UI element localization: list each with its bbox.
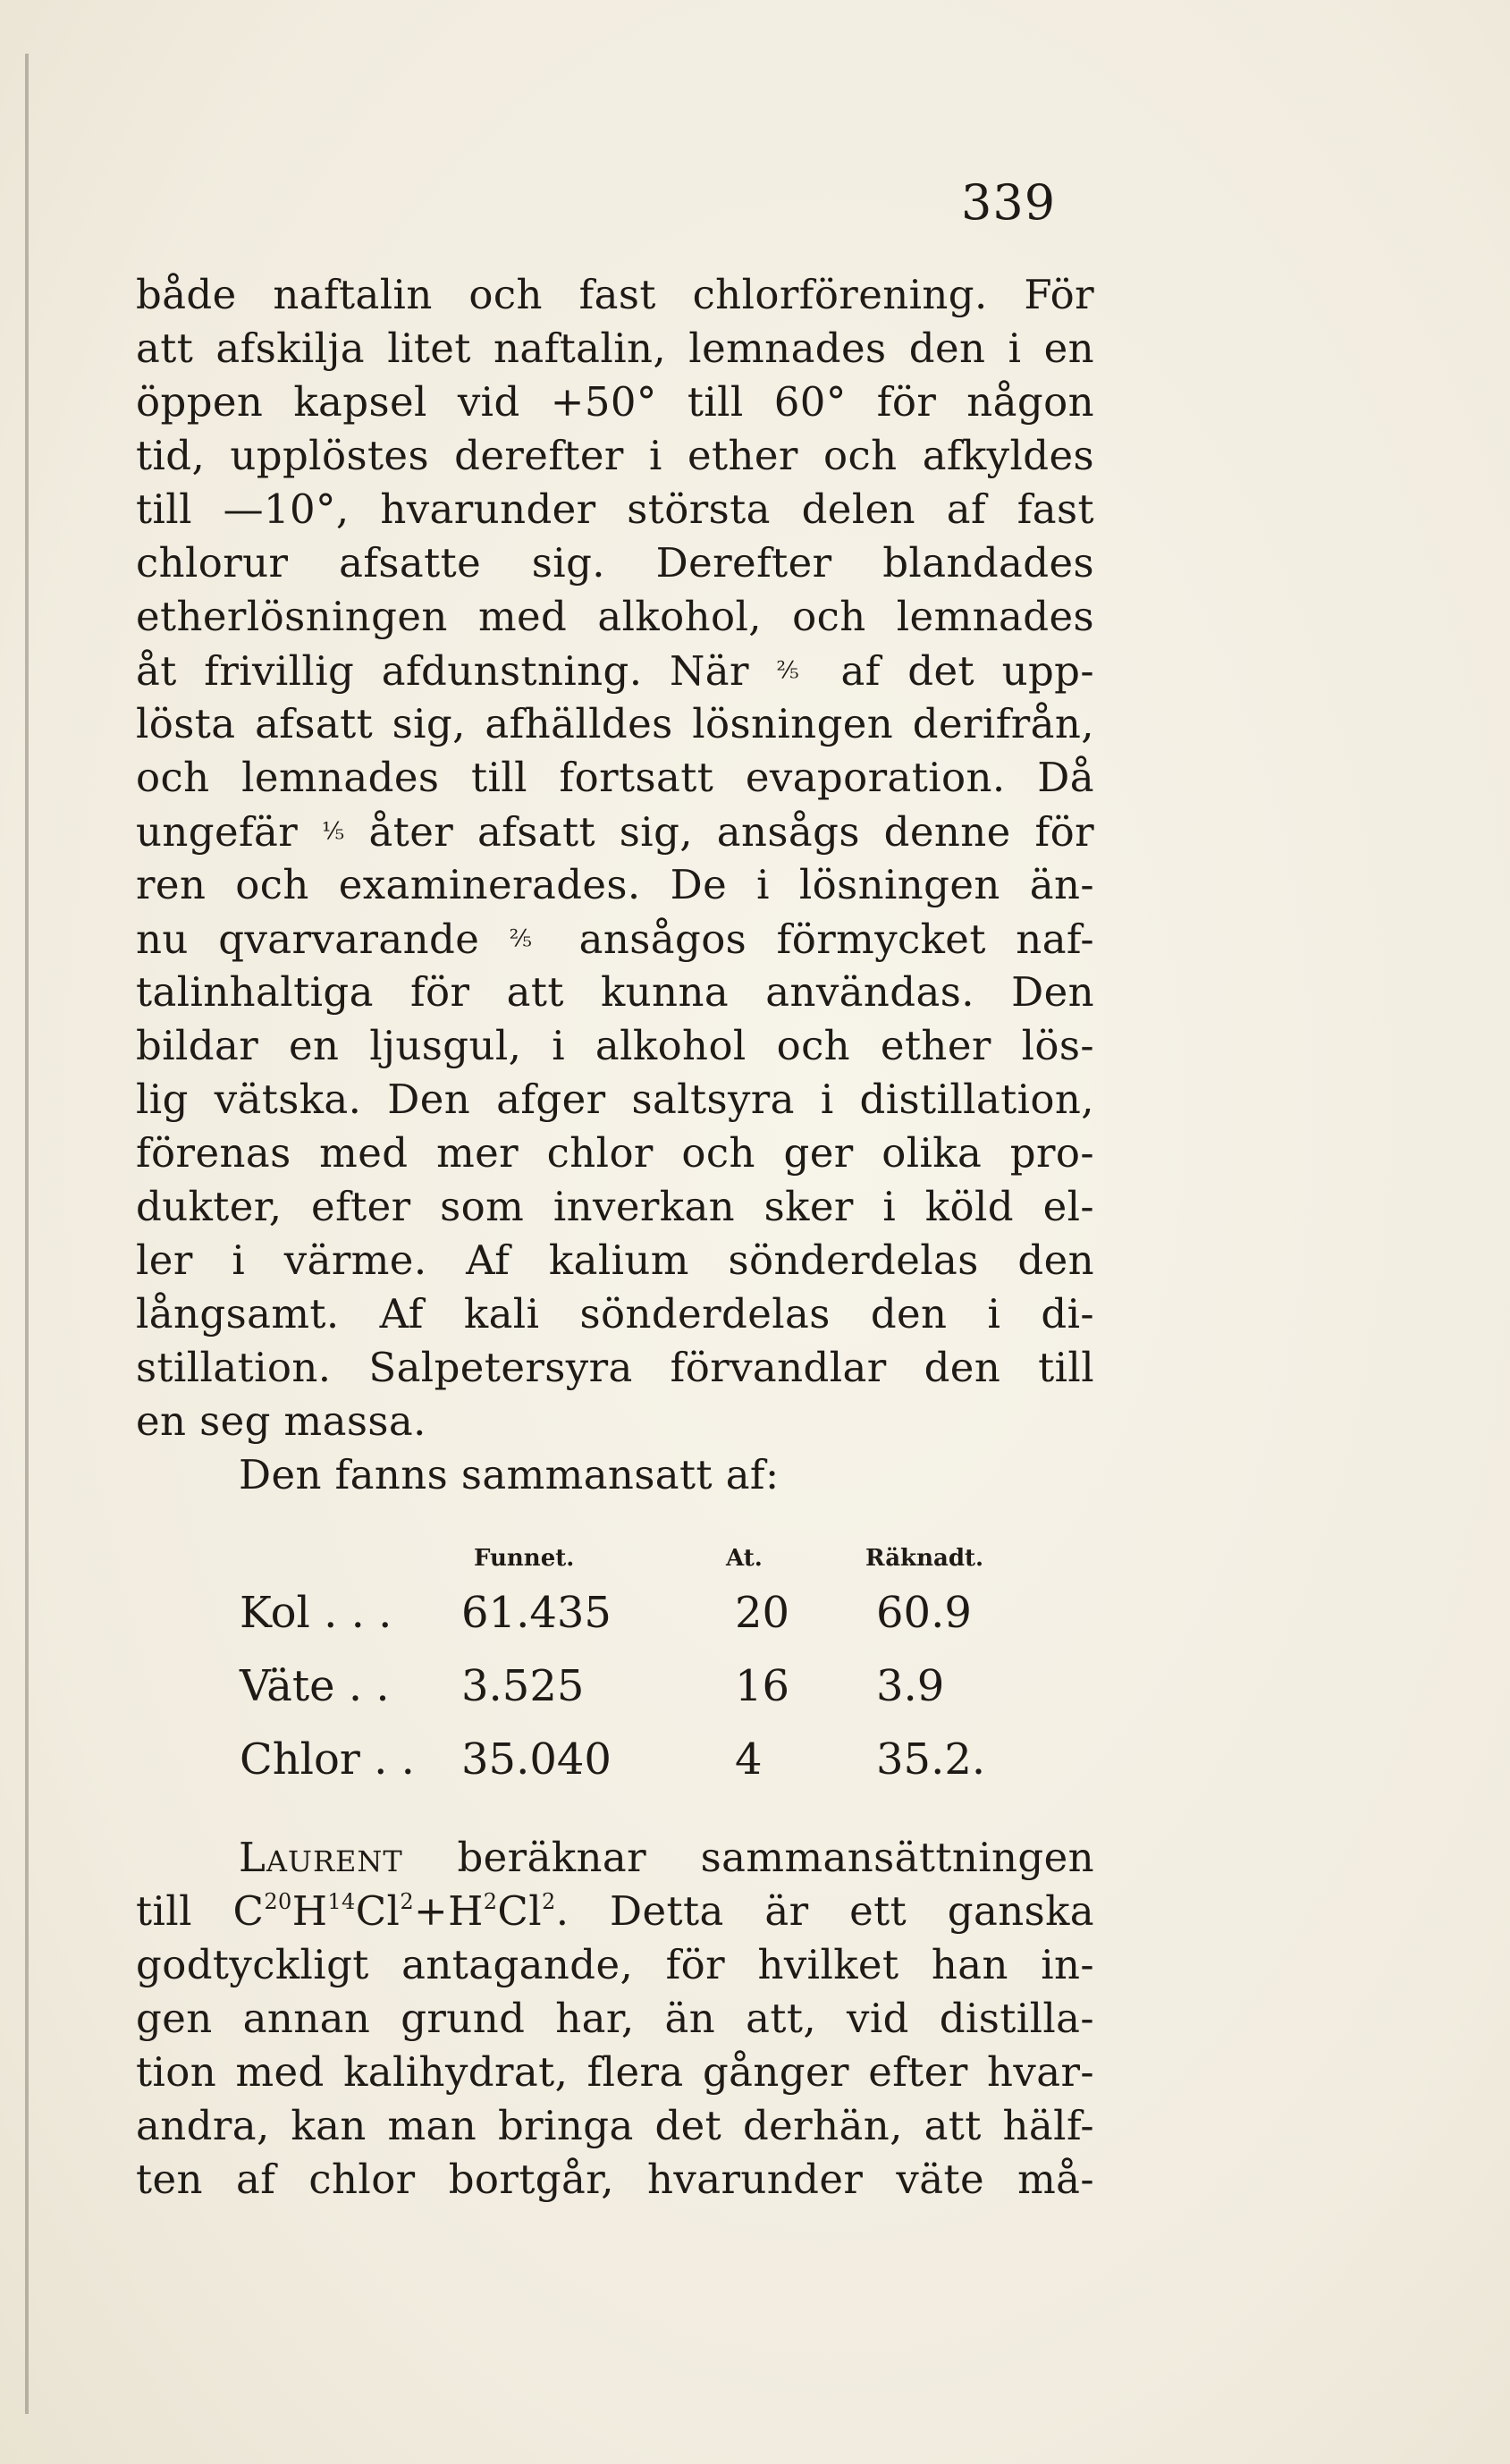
- table-row: [240, 1588, 1044, 1661]
- element-name: Kol . . .: [240, 1588, 392, 1638]
- text-line: till —10°, hvarunder största delen af fast: [136, 485, 1094, 533]
- text-line: [136, 912, 1094, 966]
- author-name: Laurent: [239, 1834, 403, 1881]
- formula-line: [136, 1885, 1094, 1938]
- calculated-value: 3.9: [876, 1661, 945, 1711]
- text-line: bildar en ljusgul, i alkohol och ether lös-: [136, 1022, 1094, 1069]
- text-line: Den fanns sammansatt af:: [239, 1451, 780, 1498]
- text-segment: åt frivillig afdunstning. När: [136, 647, 749, 695]
- text-line: och lemnades till fortsatt evaporation. Då: [136, 754, 1094, 801]
- text-line: talinhaltiga för att kunna användas. Den: [136, 968, 1094, 1016]
- formula-index: 2: [542, 1889, 556, 1914]
- text-segment: nu qvarvarande: [136, 916, 480, 963]
- text-line: ren och examinerades. De i lösningen än-: [136, 861, 1094, 908]
- text-segment: . Detta är ett ganska: [555, 1887, 1094, 1935]
- page-number: 339: [961, 174, 1057, 231]
- calculated-value: 35.2.: [876, 1734, 986, 1785]
- text-line: chlorur afsatte sig. Derefter blandades: [136, 539, 1094, 586]
- table-row: [240, 1734, 1044, 1808]
- atom-count: 16: [735, 1661, 790, 1711]
- text-line: lösta afsatt sig, afhälldes lösningen derifrån,: [136, 700, 1094, 747]
- header-found: Funnet.: [474, 1545, 575, 1572]
- text-line: [136, 1831, 1094, 1885]
- header-atoms: At.: [726, 1545, 763, 1572]
- atom-count: 20: [735, 1588, 790, 1638]
- text-segment: till: [136, 1887, 233, 1935]
- formula-symbol: Cl: [497, 1887, 543, 1935]
- chemical-formula: [233, 1887, 556, 1935]
- found-value: 3.525: [461, 1661, 585, 1711]
- text-line: en seg massa.: [136, 1397, 426, 1445]
- fraction-two-fifths: ⅖: [776, 657, 814, 684]
- text-line: förenas med mer chlor och ger olika pro-: [136, 1129, 1094, 1177]
- text-line: att afskilja litet naftalin, lemnades den i en: [136, 325, 1094, 372]
- header-calculated: Räknadt.: [865, 1545, 984, 1572]
- text-line: godtyckligt antagande, för hvilket han in-: [136, 1941, 1094, 1988]
- formula-index: 14: [327, 1889, 356, 1914]
- fraction-two-fifths: ⅖: [509, 925, 550, 952]
- text-line: ten af chlor bortgår, hvarunder väte må-: [136, 2156, 1094, 2203]
- text-segment: beräknar sammansättningen: [457, 1834, 1094, 1881]
- formula-symbol: H: [291, 1887, 328, 1935]
- found-value: 35.040: [461, 1734, 612, 1785]
- text-line: [136, 805, 1094, 858]
- text-line: öppen kapsel vid +50° till 60° för någon: [136, 378, 1094, 426]
- calculated-value: 60.9: [876, 1588, 972, 1638]
- formula-symbol: H: [448, 1887, 484, 1935]
- text-segment: åter afsatt sig, ansågs denne för: [368, 808, 1094, 856]
- atom-count: 4: [735, 1734, 763, 1785]
- formula-index: 2: [483, 1889, 498, 1914]
- table-row: [240, 1661, 1044, 1734]
- text-line: både naftalin och fast chlorförening. För: [136, 271, 1094, 318]
- fraction-one-fifth: ⅕: [322, 818, 345, 845]
- composition-table: [240, 1545, 1044, 1808]
- formula-symbol: Cl: [355, 1887, 401, 1935]
- text-line: långsamt. Af kali sönderdelas den i di-: [136, 1290, 1094, 1337]
- text-line: lig vätska. Den afger saltsyra i distillation,: [136, 1076, 1094, 1123]
- table-header: [240, 1545, 1044, 1588]
- text-line: gen annan grund har, än att, vid distilla-: [136, 1995, 1094, 2042]
- text-line: tion med kalihydrat, flera gånger efter hvar-: [136, 2048, 1094, 2096]
- formula-plus: +: [413, 1887, 449, 1935]
- element-name: Väte . .: [240, 1661, 390, 1711]
- paragraph-1: [136, 268, 1094, 1502]
- paragraph-2: [136, 1831, 1094, 2207]
- text-line: andra, kan man bringa det derhän, att hälf-: [136, 2102, 1094, 2149]
- element-name: Chlor . .: [240, 1734, 415, 1785]
- formula-index: 2: [400, 1889, 414, 1914]
- text-segment: ungefär: [136, 808, 299, 856]
- text-line: tid, upplöstes derefter i ether och afkyldes: [136, 432, 1094, 479]
- formula-index: 20: [264, 1889, 292, 1914]
- text-line: ler i värme. Af kalium sönderdelas den: [136, 1236, 1094, 1284]
- text-line: dukter, efter som inverkan sker i köld el-: [136, 1183, 1094, 1230]
- text-segment: ansågos förmycket naf-: [578, 916, 1094, 963]
- text-line: [136, 644, 1094, 697]
- formula-symbol: C: [232, 1887, 265, 1935]
- page-binding-edge: [25, 54, 29, 2414]
- text-segment: af det upp-: [840, 647, 1094, 695]
- found-value: 61.435: [461, 1588, 612, 1638]
- text-line: etherlösningen med alkohol, och lemnades: [136, 593, 1094, 640]
- text-line: stillation. Salpetersyra förvandlar den till: [136, 1344, 1094, 1391]
